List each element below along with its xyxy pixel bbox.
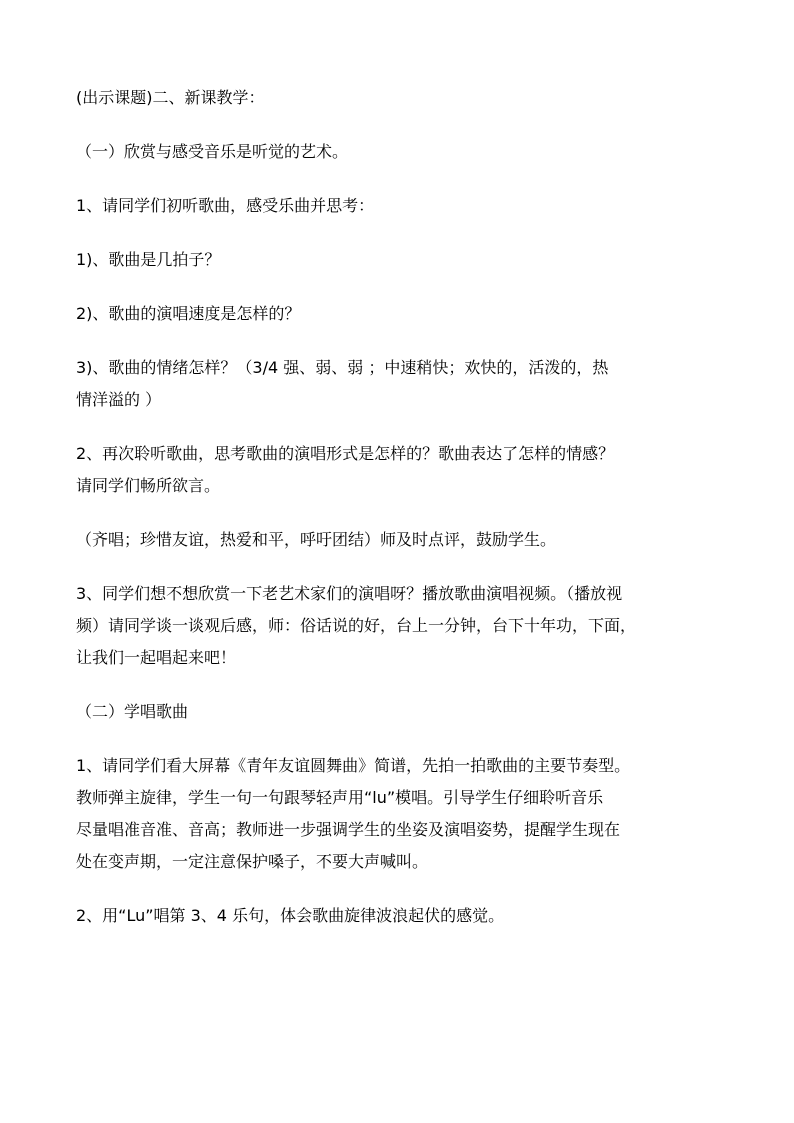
paragraph-line: 1)、歌曲是几拍子？: [76, 250, 221, 269]
paragraph-line: （一）欣赏与感受音乐是听觉的艺术。: [76, 142, 349, 161]
paragraph-line: 教师弹主旋律，学生一句一句跟琴轻声用“lu”模唱。引导学生仔细聆听音乐: [76, 788, 604, 807]
paragraph-line: 1、请同学们看大屏幕《青年友谊圆舞曲》简谱，先拍一拍歌曲的主要节奏型。: [76, 756, 631, 775]
paragraph-p2: [76, 136, 726, 168]
paragraph-line: （齐唱；珍惜友谊，热爱和平，呼吁团结）师及时点评，鼓励学生。: [76, 530, 557, 549]
paragraph-p3: [76, 190, 726, 222]
paragraph-line: 1、请同学们初听歌曲，感受乐曲并思考：: [76, 196, 375, 215]
paragraph-line: (出示课题)二、新课教学：: [76, 88, 265, 107]
paragraph-p10: [76, 696, 726, 728]
paragraph-line: 频）请同学谈一谈观后感，师：俗话说的好，台上一分钟，台下十年功，下面，: [76, 616, 637, 635]
paragraph-line: 2、用“Lu”唱第 3、4 乐句，体会歌曲旋律波浪起伏的感觉。: [76, 906, 505, 925]
paragraph-line: 情洋溢的 ）: [76, 390, 162, 409]
paragraph-p5: [76, 298, 726, 330]
paragraph-line: （二）学唱歌曲: [76, 702, 189, 721]
paragraph-line: 请同学们畅所欲言。: [76, 476, 221, 495]
paragraph-line: 尽量唱准音准、音高；教师进一步强调学生的坐姿及演唱姿势，提醒学生现在: [76, 820, 621, 839]
paragraph-p11: [76, 750, 726, 878]
paragraph-p6: [76, 352, 726, 416]
paragraph-p9: [76, 578, 726, 674]
paragraph-line: 处在变声期，一定注意保护嗓子，不要大声喊叫。: [76, 852, 429, 871]
paragraph-line: 让我们一起唱起来吧！: [76, 648, 237, 667]
paragraph-p7: [76, 438, 726, 502]
paragraph-line: 3)、歌曲的情绪怎样？（3/4 强、弱、弱 ；中速稍快；欢快的，活泼的，热: [76, 358, 609, 377]
paragraph-line: 2)、歌曲的演唱速度是怎样的？: [76, 304, 301, 323]
paragraph-p8: [76, 524, 726, 556]
paragraph-line: 3、同学们想不想欣赏一下老艺术家们的演唱呀？播放歌曲演唱视频。（播放视: [76, 584, 623, 603]
paragraph-p12: [76, 900, 726, 932]
paragraph-p4: [76, 244, 726, 276]
paragraph-p1: [76, 82, 726, 114]
document-body: [76, 82, 726, 932]
paragraph-line: 2、再次聆听歌曲，思考歌曲的演唱形式是怎样的？歌曲表达了怎样的情感？: [76, 444, 615, 463]
